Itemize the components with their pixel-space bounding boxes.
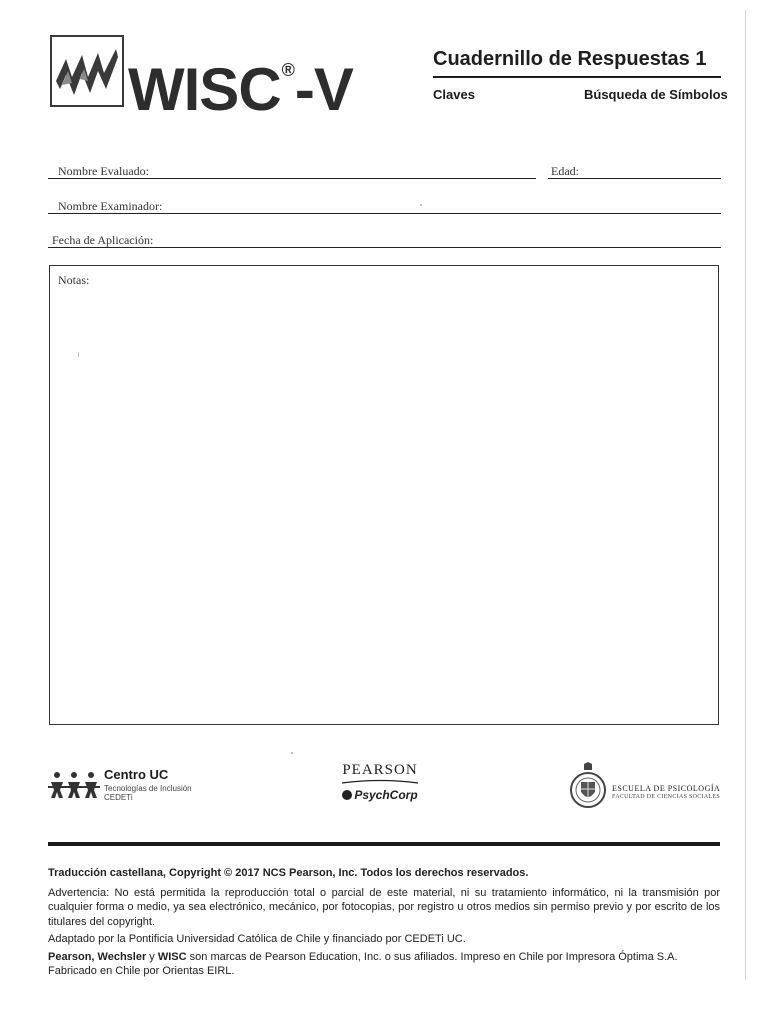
university-seal-icon — [568, 762, 608, 814]
examiner-label: Nombre Examinador: — [58, 199, 163, 213]
examiner-field[interactable] — [48, 213, 721, 214]
pearson-wordmark: PEARSON — [342, 762, 418, 778]
trademark-join: y — [146, 950, 158, 963]
notes-label: Notas: — [58, 273, 90, 287]
scan-speck — [291, 752, 293, 754]
puc-faculty: FACULTAD DE CIENCIAS SOCIALES — [612, 794, 721, 800]
subtest-symbol-search: Búsqueda de Símbolos — [584, 87, 728, 102]
copyright-notice: Traducción castellana, Copyright © 2017 NCS Pearson, Inc. Todos los derechos reservados. — [48, 867, 529, 879]
booklet-title-text: Cuadernillo de Respuestas — [433, 48, 690, 70]
puc-logo — [568, 762, 728, 814]
booklet-number: 1 — [695, 48, 707, 70]
pearson-swoosh-icon — [340, 779, 420, 785]
trademark-rest: son marcas de Pearson Education, Inc. o sus afiliados. Impreso en Chile por Impresora Óptima S.A. Fabricado en Chile por Orientas EIRL. — [48, 950, 678, 977]
examinee-field[interactable] — [48, 178, 536, 179]
psychcorp-text: PsychCorp — [354, 788, 418, 802]
trademark-wisc: WISC — [157, 950, 187, 963]
logo-text: WISC — [128, 56, 281, 123]
date-field[interactable] — [48, 247, 721, 248]
footer-legal — [48, 866, 720, 979]
psychcorp-logo — [340, 788, 420, 802]
date-label: Fecha de Aplicación: — [52, 233, 154, 247]
cedeti-acronym: CEDETi — [104, 793, 133, 802]
scan-speck — [78, 352, 79, 357]
logo-suffix: -V — [294, 56, 353, 123]
age-label: Edad: — [551, 164, 579, 178]
footer-rule — [48, 842, 720, 846]
psychcorp-icon — [342, 790, 352, 800]
trademark-note — [48, 950, 720, 979]
subtest-coding: Claves — [433, 87, 475, 102]
copyright-warning: Advertencia: No está permitida la reproducción total o parcial de este material, ni su tratamiento informático, ni la transmisión por cualquier forma o medio, ya sea electrónico, mecánico, por fotocopias, por registro u otros medios sin permiso previo y por escrito de los titulares del copyright. — [48, 886, 720, 928]
scan-speck — [420, 204, 422, 206]
booklet-title — [433, 48, 706, 71]
examinee-label: Nombre Evaluado: — [58, 164, 149, 178]
age-field[interactable] — [548, 178, 721, 179]
wechsler-w-logo-icon — [50, 35, 124, 107]
adaptation-note: Adaptado por la Pontificia Universidad Católica de Chile y financiado por CEDETi UC. — [48, 933, 466, 945]
registered-mark: ® — [281, 60, 294, 80]
notes-box[interactable] — [49, 265, 719, 725]
page-edge — [745, 10, 746, 980]
pearson-logo — [340, 762, 420, 802]
puc-school: ESCUELA DE PSICOLOGÍA — [612, 784, 721, 793]
title-rule — [433, 76, 721, 78]
wisc-v-logo — [128, 38, 353, 122]
cedeti-title: Centro UC — [104, 767, 169, 782]
cedeti-subtitle: Tecnologías de Inclusión — [104, 784, 192, 793]
trademark-brands: Pearson, Wechsler — [48, 950, 147, 963]
cedeti-logo — [48, 766, 248, 806]
cedeti-people-icon — [48, 770, 102, 800]
